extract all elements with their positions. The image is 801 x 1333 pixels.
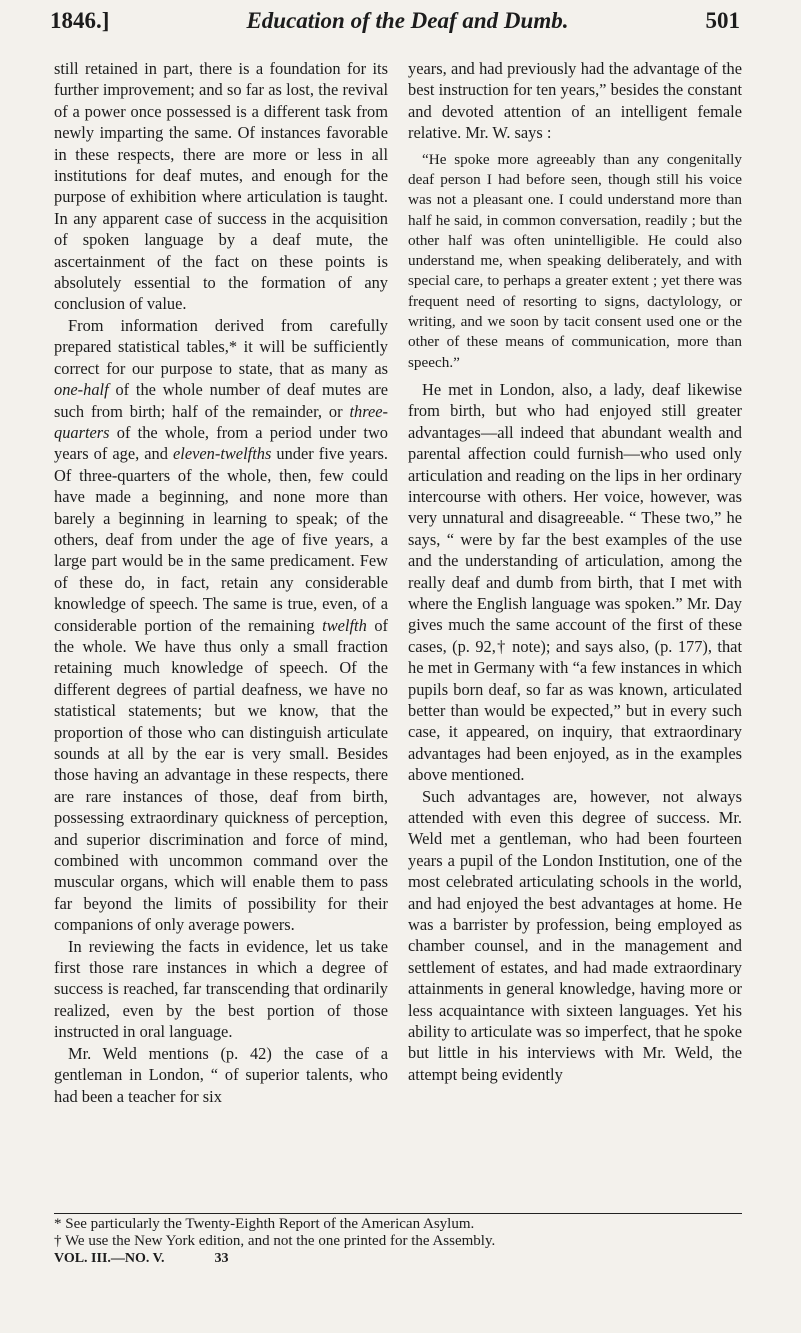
text-run: of the whole. We have thus only a small fraction retaining much knowledge of speech. Of the different degrees of partial deafness, we have no statistical statements; but we know, that the proportion of those who can distinguish articulate sounds at all by the ear is very small. Besides those having an advantage in these respects, there are rare instances of those, deaf from birth, possessing extraordinary quickness of perception, and superior discrimination and force of mind, combined with uncommon command over the muscular organs, which will enable them to pass far beyond the limits of possibility for their companions of only average powers. xyxy=(54,615,388,935)
text-run: From information derived from carefully prepared statistical tables,* it will be sufficiently correct for our purpose to state, that as many as xyxy=(54,315,388,378)
paragraph: In reviewing the facts in evidence, let us take first those rare instances in which a degree of success is reached, far transcending that ordinarily realized, even by the best portion of those instructed in oral language. xyxy=(54,936,388,1042)
volume-line xyxy=(54,1250,754,1267)
footnote-divider xyxy=(54,1213,742,1214)
header-title: Education of the Deaf and Dumb. xyxy=(246,8,569,33)
text-run: of the whole number of deaf mutes are such from birth; half of the remainder, or xyxy=(54,380,388,421)
header-year: 1846.] xyxy=(50,8,110,33)
running-head xyxy=(50,8,740,42)
signature-mark: 33 xyxy=(214,1251,229,1266)
paragraph xyxy=(54,315,388,936)
volume-number: VOL. III.—NO. V. xyxy=(54,1251,165,1266)
text-run: of the whole, from a period under two years of age, and xyxy=(54,422,388,464)
emphasis: three-quarters xyxy=(54,401,388,442)
text-run: under five years. Of three-quarters of the whole, then, few could have made a beginning, and none more than barely a beginning in learning to speak; of the others, deaf from under the age of five years, a large part would be in the same predicament. Few of these do, in fact, retain any considerable knowledge of speech. The same is true, even, of a considerable portion of the remaining xyxy=(54,444,389,635)
page-number: 501 xyxy=(705,8,740,33)
right-column xyxy=(408,58,742,1085)
emphasis: eleven-twelfths xyxy=(173,444,272,464)
left-column xyxy=(54,58,388,1107)
paragraph: He met in London, also, a lady, deaf likewise from birth, but who had enjoyed still greater advantages—all indeed that abundant wealth and parental affection could furnish—who used only articulation and reading on the lips in her ordinary intercourse with others. Her voice, however, was very unnatural and disagreeable. “ These two,” he says, “ were by far the best examples of the use and the understanding of articulation, among the really deaf and dumb from birth, that I met with where the English language was spoken.” Mr. Day gives much the same account of the first of these cases, (p. 92,† note); and says also, (p. 177), that he met in Germany with “a few instances in which pupils born deaf, so far as was known, articulated better than would be expected,” but in every such case, it appeared, on inquiry, that extraordinary advantages had been enjoyed, as in the examples above mentioned. xyxy=(408,379,742,785)
block-quote: “He spoke more agreeably than any congenitally deaf person I had before seen, though still his voice was not a pleasant one. I could understand more than half he said, in common conversation, readily ; but the other half was often unintelligible. He could also understand me, when speaking deliberately, and with special care, to perhaps a greater extent ; yet there was frequent need of resorting to signs, dactylology, or writing, and we soon by tacit consent used one or the other of these means of communication, more than speech.” xyxy=(408,150,742,371)
footnote-2: † We use the New York edition, and not the one printed for the Assembly. xyxy=(54,1233,496,1249)
emphasis: twelfth xyxy=(322,615,367,635)
paragraph: Such advantages are, however, not always attended with even this degree of success. Mr. Weld met a gentleman, who had been fourteen years a pupil of the London Institution, one of the most celebrated articulating schools in the world, and had enjoyed the best advantages at home. He was a barrister by profession, being employed as chamber counsel, and in the management and settlement of estates, and had made extraordinary attainments in general knowledge, having more or less acquaintance with sixteen languages. Yet his ability to articulate was so imperfect, that he spoke but little in his interviews with Mr. Weld, the attempt being evidently xyxy=(408,786,742,1084)
emphasis: one-half xyxy=(54,380,109,400)
paragraph: Mr. Weld mentions (p. 42) the case of a gentleman in London, “ of superior talents, who had been a teacher for six xyxy=(54,1043,388,1106)
paragraph: years, and had previously had the advantage of the best instruction for ten years,” besides the constant and devoted attention of an intelligent female relative. Mr. W. says : xyxy=(408,59,742,143)
paragraph: still retained in part, there is a foundation for its further improvement; and so far as lost, the revival of a power once possessed is a different task from newly imparting the same. Of instances favorable in these respects, there are more or less in all institutions for deaf mutes, and enough for the purpose of exhibition where articulation is taught. In any apparent case of success in the acquisition of spoken language by a deaf mute, the ascertainment of the fact on these points is absolutely essential to the formation of any conclusion of value. xyxy=(54,59,388,314)
footnotes xyxy=(54,1216,754,1267)
footnote-1: * See particularly the Twenty-Eighth Report of the American Asylum. xyxy=(54,1216,475,1232)
